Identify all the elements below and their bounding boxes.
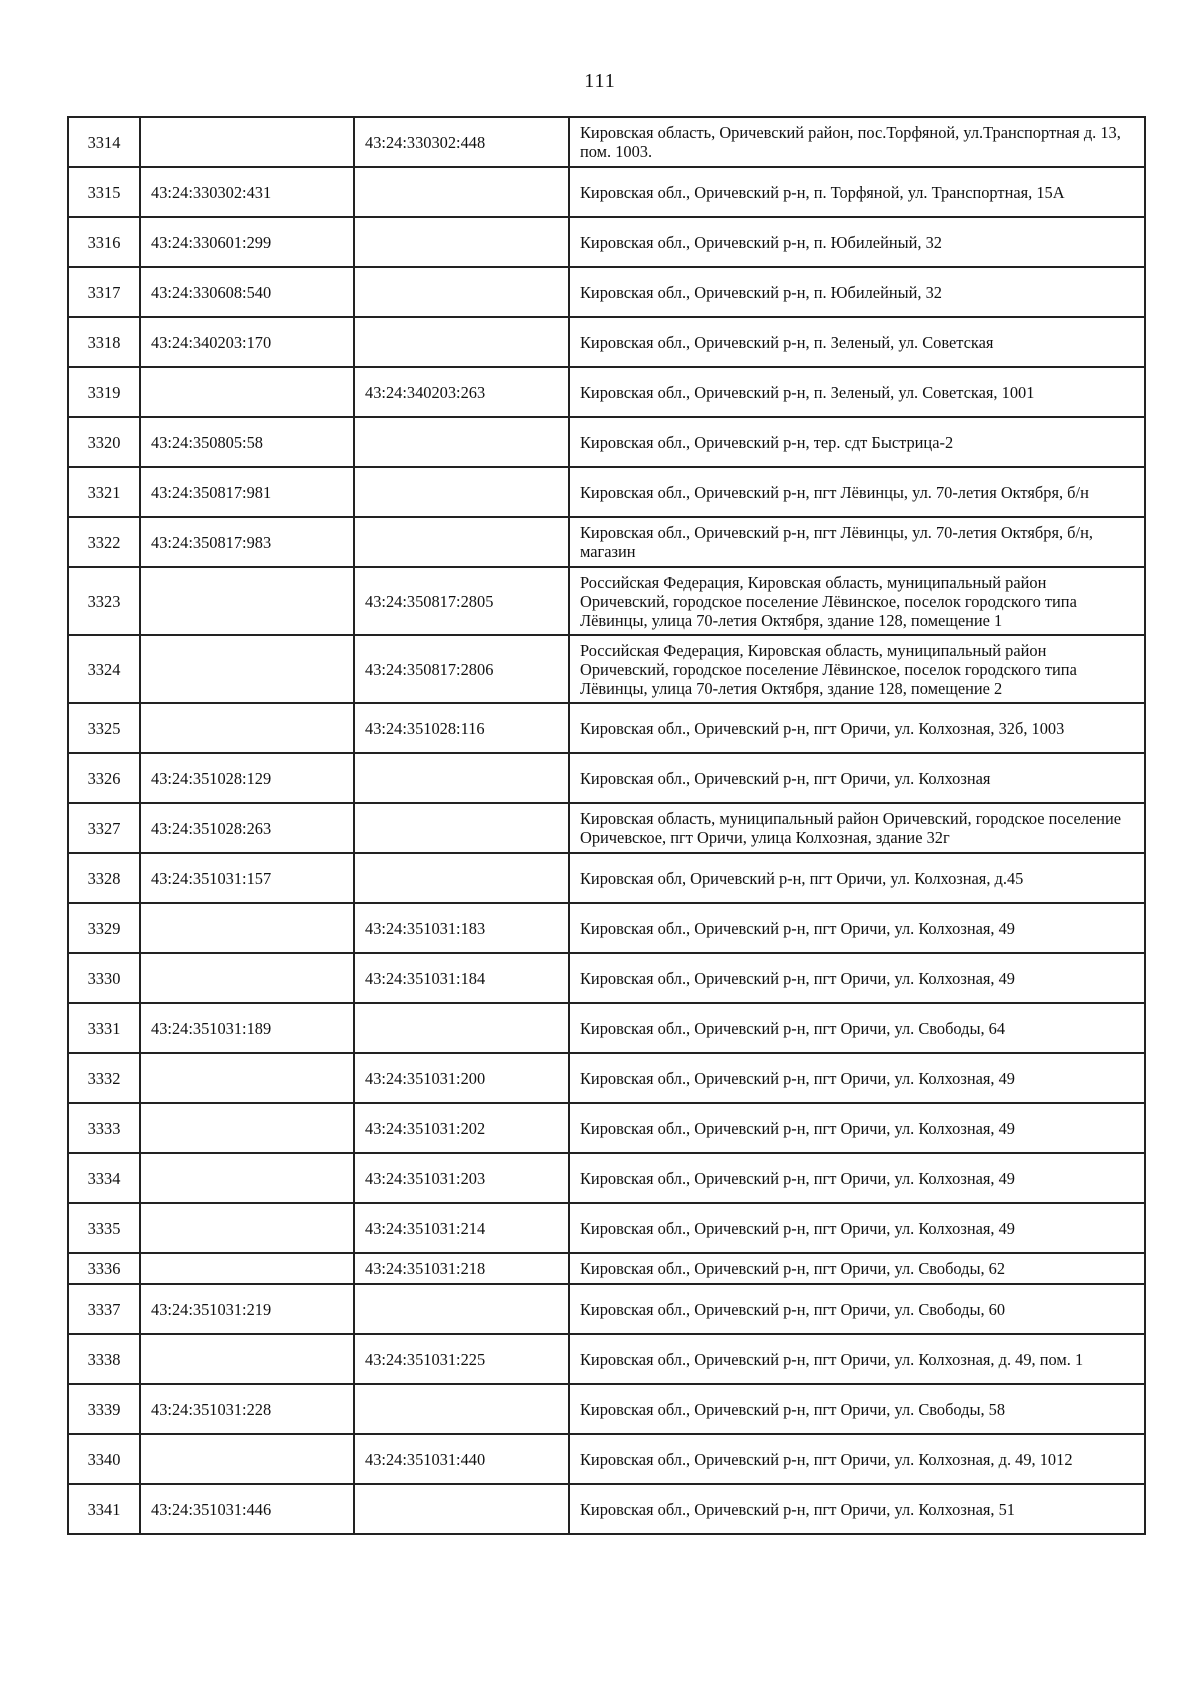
- address-cell: Кировская обл., Оричевский р-н, п. Юбилейный, 32: [569, 267, 1145, 317]
- land-cadastral-number: [140, 1253, 354, 1284]
- land-cadastral-number: 43:24:350817:981: [140, 467, 354, 517]
- table-row: [68, 167, 1145, 217]
- address-cell: Кировская обл., Оричевский р-н, пгт Оричи, ул. Колхозная, 49: [569, 1053, 1145, 1103]
- address-cell: Кировская обл., Оричевский р-н, пгт Оричи, ул. Колхозная, д. 49, пом. 1: [569, 1334, 1145, 1384]
- land-cadastral-number: 43:24:351031:219: [140, 1284, 354, 1334]
- object-cadastral-number: 43:24:350817:2805: [354, 567, 569, 635]
- address-cell: Кировская обл., Оричевский р-н, пгт Оричи, ул. Колхозная, 49: [569, 953, 1145, 1003]
- address-cell: Кировская обл., Оричевский р-н, п. Торфяной, ул. Транспортная, 15А: [569, 167, 1145, 217]
- table-row: [68, 1434, 1145, 1484]
- row-number: 3315: [68, 167, 140, 217]
- land-cadastral-number: 43:24:351031:446: [140, 1484, 354, 1534]
- row-number: 3338: [68, 1334, 140, 1384]
- object-cadastral-number: 43:24:351031:200: [354, 1053, 569, 1103]
- address-cell: Кировская обл., Оричевский р-н, пгт Лёвинцы, ул. 70-летия Октября, б/н: [569, 467, 1145, 517]
- table-row: [68, 1253, 1145, 1284]
- row-number: 3340: [68, 1434, 140, 1484]
- row-number: 3328: [68, 853, 140, 903]
- land-cadastral-number: [140, 903, 354, 953]
- row-number: 3314: [68, 117, 140, 167]
- address-cell: Кировская обл., Оричевский р-н, пгт Оричи, ул. Колхозная, 49: [569, 903, 1145, 953]
- address-cell: Кировская обл., Оричевский р-н, п. Юбилейный, 32: [569, 217, 1145, 267]
- land-cadastral-number: [140, 367, 354, 417]
- row-number: 3316: [68, 217, 140, 267]
- address-cell: Кировская обл., Оричевский р-н, пгт Оричи, ул. Свободы, 62: [569, 1253, 1145, 1284]
- object-cadastral-number: 43:24:351028:116: [354, 703, 569, 753]
- address-cell: Российская Федерация, Кировская область, муниципальный район Оричевский, городское поселение Лёвинское, поселок городского типа Лёвинцы, улица 70-летия Октября, здание 128, помещение 2: [569, 635, 1145, 703]
- table-row: [68, 1003, 1145, 1053]
- row-number: 3319: [68, 367, 140, 417]
- table-row: [68, 753, 1145, 803]
- row-number: 3339: [68, 1384, 140, 1434]
- land-cadastral-number: 43:24:351031:228: [140, 1384, 354, 1434]
- land-cadastral-number: [140, 117, 354, 167]
- row-number: 3334: [68, 1153, 140, 1203]
- address-cell: Российская Федерация, Кировская область, муниципальный район Оричевский, городское поселение Лёвинское, поселок городского типа Лёвинцы, улица 70-летия Октября, здание 128, помещение 1: [569, 567, 1145, 635]
- row-number: 3329: [68, 903, 140, 953]
- land-cadastral-number: 43:24:351031:189: [140, 1003, 354, 1053]
- object-cadastral-number: [354, 217, 569, 267]
- table-row: [68, 803, 1145, 853]
- table-row: [68, 703, 1145, 753]
- land-cadastral-number: [140, 1203, 354, 1253]
- address-cell: Кировская обл., Оричевский р-н, пгт Оричи, ул. Колхозная, д. 49, 1012: [569, 1434, 1145, 1484]
- table-row: [68, 953, 1145, 1003]
- table-row: [68, 517, 1145, 567]
- object-cadastral-number: 43:24:351031:183: [354, 903, 569, 953]
- object-cadastral-number: 43:24:351031:440: [354, 1434, 569, 1484]
- row-number: 3331: [68, 1003, 140, 1053]
- object-cadastral-number: [354, 853, 569, 903]
- row-number: 3332: [68, 1053, 140, 1103]
- address-cell: Кировская обл., Оричевский р-н, пгт Оричи, ул. Колхозная: [569, 753, 1145, 803]
- land-cadastral-number: 43:24:351028:263: [140, 803, 354, 853]
- address-cell: Кировская обл, Оричевский р-н, пгт Оричи, ул. Колхозная, д.45: [569, 853, 1145, 903]
- row-number: 3322: [68, 517, 140, 567]
- row-number: 3325: [68, 703, 140, 753]
- table-row: [68, 567, 1145, 635]
- row-number: 3341: [68, 1484, 140, 1534]
- table-row: [68, 635, 1145, 703]
- table-row: [68, 1484, 1145, 1534]
- address-cell: Кировская обл., Оричевский р-н, пгт Оричи, ул. Свободы, 64: [569, 1003, 1145, 1053]
- table-row: [68, 417, 1145, 467]
- table-row: [68, 367, 1145, 417]
- table-row: [68, 1334, 1145, 1384]
- object-cadastral-number: 43:24:351031:203: [354, 1153, 569, 1203]
- land-cadastral-number: 43:24:330608:540: [140, 267, 354, 317]
- table-row: [68, 1203, 1145, 1253]
- object-cadastral-number: [354, 1484, 569, 1534]
- object-cadastral-number: [354, 417, 569, 467]
- object-cadastral-number: 43:24:350817:2806: [354, 635, 569, 703]
- land-cadastral-number: [140, 1103, 354, 1153]
- address-cell: Кировская обл., Оричевский р-н, п. Зеленый, ул. Советская, 1001: [569, 367, 1145, 417]
- object-cadastral-number: [354, 267, 569, 317]
- table-row: [68, 317, 1145, 367]
- object-cadastral-number: [354, 1384, 569, 1434]
- object-cadastral-number: [354, 753, 569, 803]
- land-cadastral-number: [140, 703, 354, 753]
- land-cadastral-number: [140, 1434, 354, 1484]
- table-row: [68, 467, 1145, 517]
- row-number: 3324: [68, 635, 140, 703]
- table-row: [68, 267, 1145, 317]
- land-cadastral-number: 43:24:330302:431: [140, 167, 354, 217]
- object-cadastral-number: 43:24:351031:184: [354, 953, 569, 1003]
- land-cadastral-number: [140, 1053, 354, 1103]
- address-cell: Кировская обл., Оричевский р-н, тер. сдт Быстрица-2: [569, 417, 1145, 467]
- address-cell: Кировская обл., Оричевский р-н, пгт Оричи, ул. Колхозная, 49: [569, 1203, 1145, 1253]
- row-number: 3318: [68, 317, 140, 367]
- land-cadastral-number: 43:24:350817:983: [140, 517, 354, 567]
- object-cadastral-number: [354, 1003, 569, 1053]
- land-cadastral-number: 43:24:351028:129: [140, 753, 354, 803]
- row-number: 3333: [68, 1103, 140, 1153]
- address-cell: Кировская обл., Оричевский р-н, пгт Оричи, ул. Колхозная, 51: [569, 1484, 1145, 1534]
- object-cadastral-number: [354, 517, 569, 567]
- table-row: [68, 117, 1145, 167]
- land-cadastral-number: [140, 953, 354, 1003]
- address-cell: Кировская обл., Оричевский р-н, пгт Оричи, ул. Свободы, 60: [569, 1284, 1145, 1334]
- table-row: [68, 1053, 1145, 1103]
- table-row: [68, 1284, 1145, 1334]
- land-cadastral-number: 43:24:350805:58: [140, 417, 354, 467]
- table-row: [68, 1384, 1145, 1434]
- object-cadastral-number: [354, 317, 569, 367]
- object-cadastral-number: [354, 167, 569, 217]
- land-cadastral-number: 43:24:340203:170: [140, 317, 354, 367]
- table-row: [68, 903, 1145, 953]
- row-number: 3327: [68, 803, 140, 853]
- row-number: 3326: [68, 753, 140, 803]
- object-cadastral-number: [354, 803, 569, 853]
- row-number: 3320: [68, 417, 140, 467]
- land-cadastral-number: [140, 635, 354, 703]
- object-cadastral-number: [354, 467, 569, 517]
- address-cell: Кировская обл., Оричевский р-н, пгт Лёвинцы, ул. 70-летия Октября, б/н, магазин: [569, 517, 1145, 567]
- row-number: 3336: [68, 1253, 140, 1284]
- row-number: 3317: [68, 267, 140, 317]
- address-cell: Кировская область, Оричевский район, пос.Торфяной, ул.Транспортная д. 13, пом. 1003.: [569, 117, 1145, 167]
- object-cadastral-number: 43:24:351031:202: [354, 1103, 569, 1153]
- object-cadastral-number: 43:24:351031:214: [354, 1203, 569, 1253]
- row-number: 3323: [68, 567, 140, 635]
- land-cadastral-number: [140, 1334, 354, 1384]
- land-cadastral-number: [140, 1153, 354, 1203]
- object-cadastral-number: 43:24:330302:448: [354, 117, 569, 167]
- object-cadastral-number: 43:24:351031:218: [354, 1253, 569, 1284]
- address-cell: Кировская обл., Оричевский р-н, пгт Оричи, ул. Колхозная, 49: [569, 1103, 1145, 1153]
- object-cadastral-number: 43:24:340203:263: [354, 367, 569, 417]
- table-row: [68, 217, 1145, 267]
- registry-table-body: [68, 117, 1145, 1534]
- address-cell: Кировская область, муниципальный район Оричевский, городское поселение Оричевское, пгт Оричи, улица Колхозная, здание 32г: [569, 803, 1145, 853]
- object-cadastral-number: [354, 1284, 569, 1334]
- row-number: 3330: [68, 953, 140, 1003]
- row-number: 3321: [68, 467, 140, 517]
- page-number: 111: [584, 70, 616, 92]
- land-cadastral-number: 43:24:351031:157: [140, 853, 354, 903]
- table-row: [68, 1103, 1145, 1153]
- row-number: 3335: [68, 1203, 140, 1253]
- table-row: [68, 1153, 1145, 1203]
- registry-table: [67, 116, 1146, 1535]
- address-cell: Кировская обл., Оричевский р-н, пгт Оричи, ул. Колхозная, 32б, 1003: [569, 703, 1145, 753]
- address-cell: Кировская обл., Оричевский р-н, пгт Оричи, ул. Свободы, 58: [569, 1384, 1145, 1434]
- table-row: [68, 853, 1145, 903]
- land-cadastral-number: 43:24:330601:299: [140, 217, 354, 267]
- object-cadastral-number: 43:24:351031:225: [354, 1334, 569, 1384]
- row-number: 3337: [68, 1284, 140, 1334]
- address-cell: Кировская обл., Оричевский р-н, п. Зеленый, ул. Советская: [569, 317, 1145, 367]
- land-cadastral-number: [140, 567, 354, 635]
- address-cell: Кировская обл., Оричевский р-н, пгт Оричи, ул. Колхозная, 49: [569, 1153, 1145, 1203]
